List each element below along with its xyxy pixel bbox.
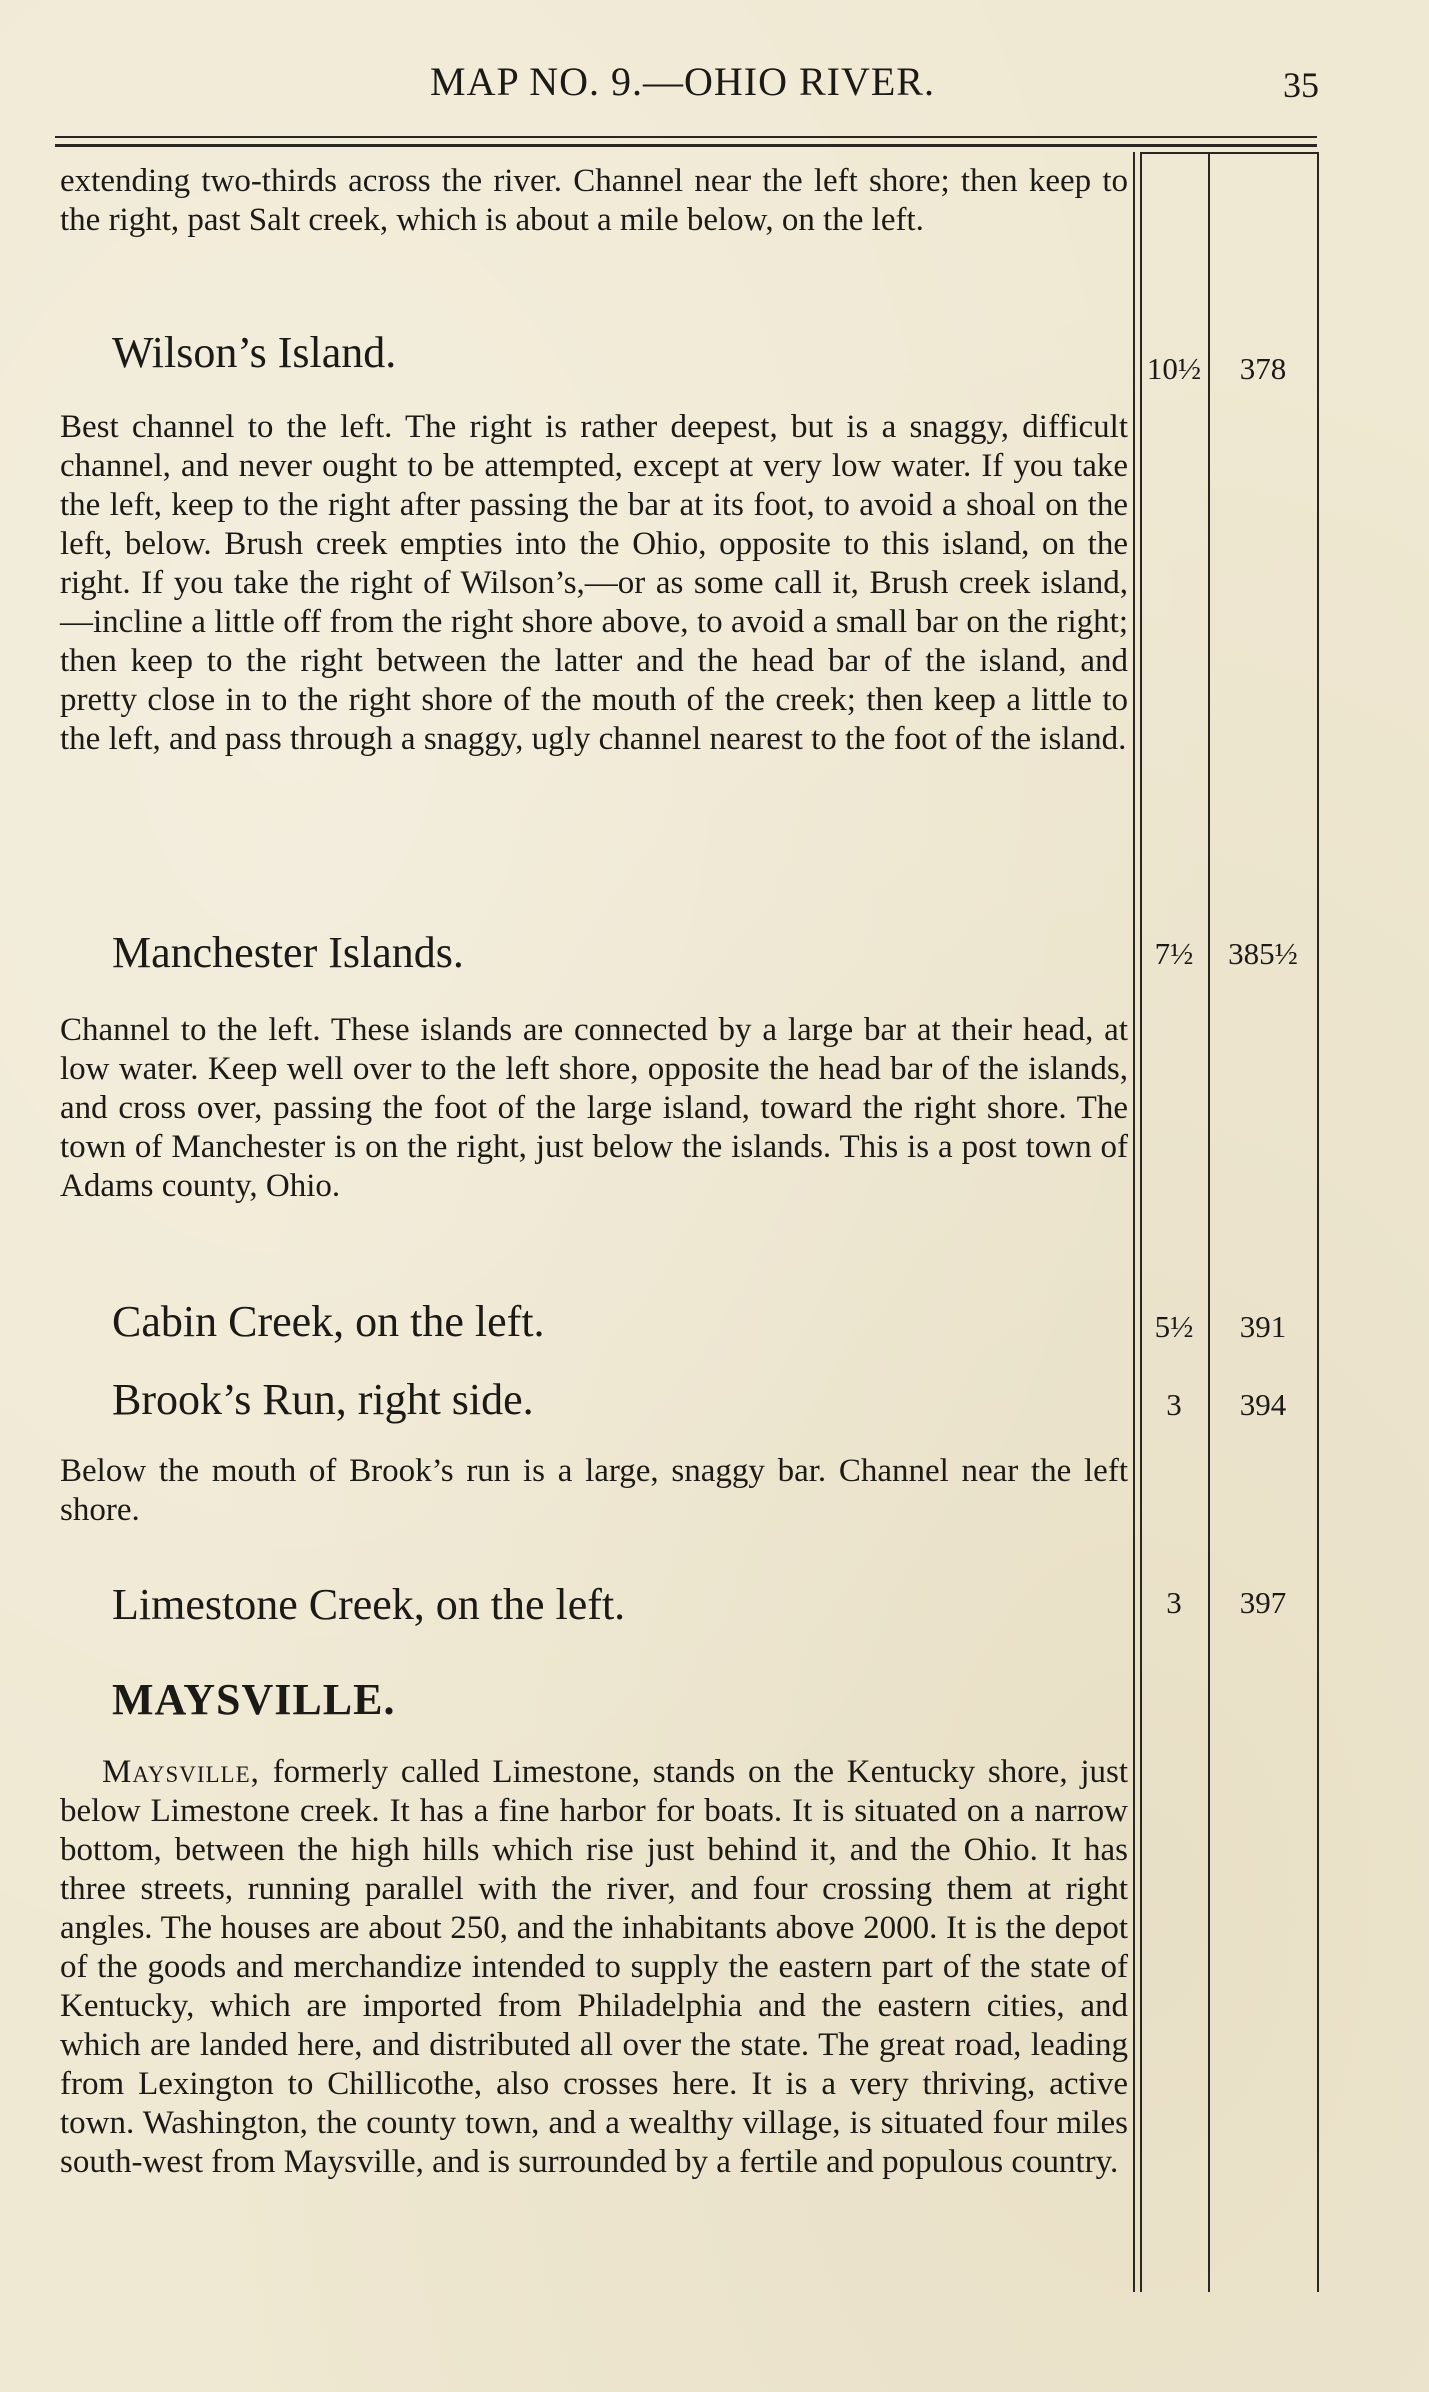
header-rule-thin: [55, 136, 1317, 138]
section-text-manchester-islands: Channel to the left. These islands are connected by a large bar at their head, at low water. Keep well over to the left shore, opposite the head bar of the islands, and cross over, passing the foot of the large island, toward the right shore. The town of Manchester is on the right, just below the islands. This is a post town of Adams county, Ohio.: [60, 1012, 1128, 1204]
running-title: MAP NO. 9.—OHIO RIVER.: [430, 59, 935, 104]
intro-paragraph: extending two-thirds across the river. Channel near the left shore; then keep to the right, past Salt creek, which is about a mile below, on the left.: [60, 163, 1128, 238]
section-text-wilsons-island: Best channel to the left. The right is rather deepest, but is a snaggy, difficult channel, and never ought to be attempted, except at very low water. If you take the left, keep to the right after passing the bar at its foot, to avoid a shoal on the left, below. Brush creek empties into the Ohio, opposite to this island, on the right. If you take the right of Wilson’s,—or as some call it, Brush creek island,—incline a little off from the right shore above, to avoid a small bar on the right; then keep to the right between the latter and the head bar of the island, and pretty close in to the right shore of the mouth of the creek; then keep a little to the left, and pass through a snaggy, ugly channel nearest to the foot of the island.: [60, 409, 1128, 757]
section-heading-cabin-creek: Cabin Creek, on the left.: [112, 1297, 545, 1346]
total-wilsons-island: 378: [1239, 351, 1287, 386]
header-rule-thick: [55, 144, 1317, 147]
section-heading-brooks-run: Brook’s Run, right side.: [112, 1375, 534, 1424]
section-heading-maysville: MAYSVILLE.: [112, 1675, 396, 1724]
total-brooks-run: 394: [1239, 1387, 1287, 1422]
distance-column-rule-right: [1317, 152, 1319, 2292]
distance-column-rule-middle: [1208, 152, 1210, 2292]
section-text-brooks-run: Below the mouth of Brook’s run is a large, snaggy bar. Channel near the left shore.: [60, 1453, 1128, 1528]
section-heading-wilsons-island: Wilson’s Island.: [112, 328, 397, 377]
distance-column-rule-left-outer: [1133, 152, 1135, 2292]
distance-brooks-run: 3: [1166, 1387, 1182, 1422]
total-cabin-creek: 391: [1239, 1309, 1287, 1344]
total-limestone-creek: 397: [1239, 1585, 1287, 1620]
section-text-maysville: [60, 1753, 1128, 2182]
distance-column-rule-left-inner: [1140, 152, 1142, 2292]
maysville-body: formerly called Limestone, stands on the Kentucky shore, just below Limestone creek. It has a fine harbor for boats. It is situated on a narrow bottom, between the high hills which rise just behind it, and the Ohio. It has three streets, running parallel with the river, and four crossing them at right angles. The houses are about 250, and the inhabitants above 2000. It is the depot of the goods and merchandize intended to supply the eastern part of the state of Kentucky, which are imported from Philadelphia and the eastern cities, and which are landed here, and distributed all over the state. The great road, leading from Lexington to Chillicothe, also crosses here. It is a very thriving, active town. Washington, the county town, and a wealthy village, is situated four miles south-west from Maysville, and is surrounded by a fertile and populous country.: [60, 1754, 1129, 2180]
section-heading-limestone-creek: Limestone Creek, on the left.: [112, 1580, 626, 1629]
distance-manchester-islands: 7½: [1154, 936, 1194, 971]
running-header: [0, 58, 1429, 118]
distance-limestone-creek: 3: [1166, 1585, 1182, 1620]
page-number: 35: [1283, 65, 1319, 105]
distance-column-top-rule: [1140, 152, 1317, 154]
maysville-lead-word: Maysville,: [102, 1754, 260, 1790]
total-manchester-islands: 385½: [1228, 936, 1298, 971]
section-heading-manchester-islands: Manchester Islands.: [112, 928, 464, 977]
distance-cabin-creek: 5½: [1154, 1309, 1194, 1344]
distance-wilsons-island: 10½: [1146, 351, 1202, 386]
